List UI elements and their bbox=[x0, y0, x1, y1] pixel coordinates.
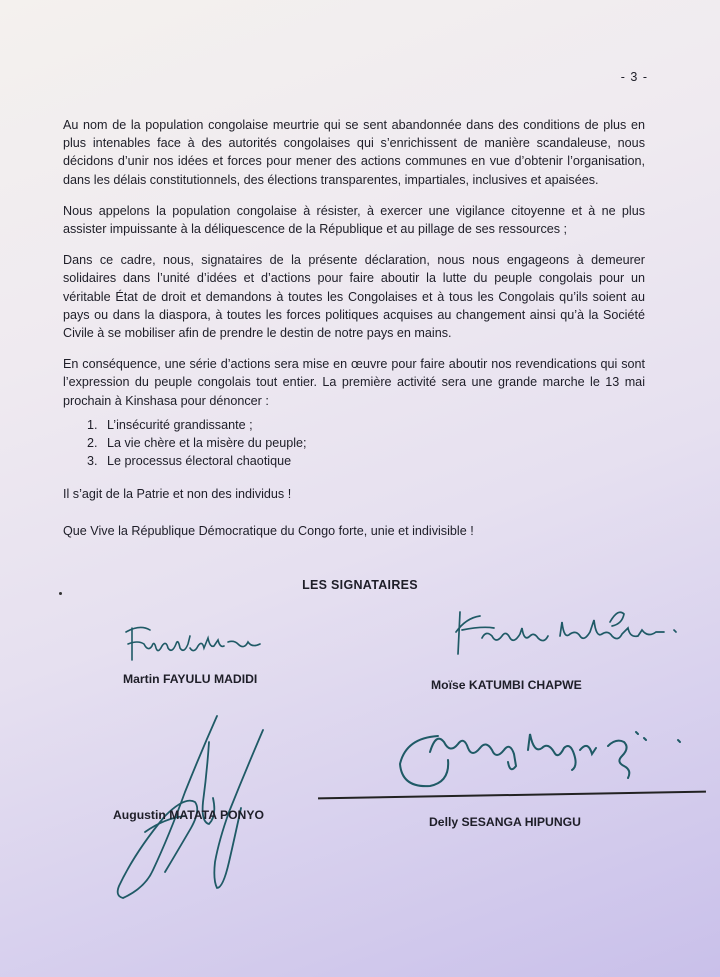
ink-dot bbox=[59, 592, 62, 595]
declaration-body bbox=[63, 116, 645, 553]
closing-line-2: Que Vive la République Démocratique du Congo forte, unie et indivisible ! bbox=[63, 523, 474, 538]
list-item: 3. Le processus électoral chaotique bbox=[101, 452, 645, 470]
signature-fayulu bbox=[120, 618, 270, 666]
signatory-name: Augustin MATATA PONYO bbox=[113, 808, 264, 822]
signatory-name: Martin FAYULU MADIDI bbox=[123, 672, 258, 686]
list-item: 2. La vie chère et la misère du peuple; bbox=[101, 434, 645, 452]
closing-line-1: Il s’agit de la Patrie et non des individus ! bbox=[63, 487, 292, 502]
signature-matata bbox=[105, 712, 275, 902]
signatory-name: Delly SESANGA HIPUNGU bbox=[429, 815, 581, 829]
paragraph-2: Nous appelons la population congolaise à résister, à exercer une vigilance citoyenne et à ne plus assister impuissante à la déliquescence de la République et au pillage de ses ressources ; bbox=[63, 203, 645, 237]
demands-list bbox=[63, 416, 645, 471]
paragraph-1: Au nom de la population congolaise meurtrie qui se sent abandonnée dans des conditions de plus en plus intenables face à des autorités congolaises qui s’enrichissent de manière scandaleuse, nous décidons d’unir nos idées et forces pour mener des actions communes en vue d’obtenir l’organisation, dans les délais constitutionnels, des élections transparentes, impartiales, inclusives et apaisées. bbox=[63, 118, 645, 187]
signatory-name: Moïse KATUMBI CHAPWE bbox=[431, 678, 582, 692]
paragraph-4: En conséquence, une série d’actions sera mise en œuvre pour faire aboutir nos revendications qui sont l’expression du peuple congolais tout entier. La première activité sera une grande marche le 13 mai prochain à Kinshasa pour dénoncer : bbox=[63, 357, 645, 408]
paragraph-3: Dans ce cadre, nous, signataires de la présente déclaration, nous nous engageons à demeurer solidaires dans l’unité d’idées et d’actions pour faire aboutir la lutte du peuple congolais pour un véritable État de droit et demandons à toutes les Congolaises et à tous les Congolais qu’ils soient au pays ou dans la diaspora, à toutes les forces politiques acquises au changement ainsi qu’à la Société Civile à se mobiliser afin de prendre le destin de notre pays en mains. bbox=[63, 253, 645, 341]
signature-katumbi bbox=[452, 602, 692, 664]
signature-sesanga bbox=[392, 712, 692, 798]
list-item: 1. L’insécurité grandissante ; bbox=[101, 416, 645, 434]
page-number: - 3 - bbox=[620, 70, 648, 84]
signatories-heading: LES SIGNATAIRES bbox=[302, 578, 418, 592]
